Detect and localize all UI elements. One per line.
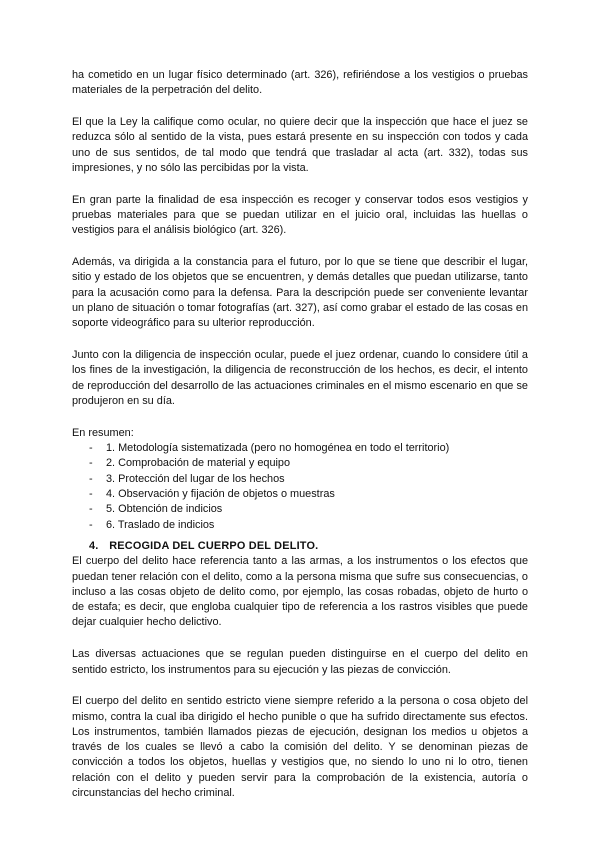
paragraph: ha cometido en un lugar físico determinado (art. 326), refiriéndose a los vestigios o pruebas materiales de la perpetración del delito. [72, 69, 528, 97]
list-item [72, 456, 528, 471]
summary-list [72, 441, 528, 533]
dash-bullet: - [89, 457, 93, 470]
list-item [72, 487, 528, 502]
list-item-text: 6. Traslado de indicios [106, 518, 215, 531]
list-item [72, 472, 528, 487]
list-item-text: 3. Protección del lugar de los hechos [106, 472, 285, 485]
list-item-text: 5. Obtención de indicios [106, 503, 223, 516]
section-number: 4. [89, 539, 99, 552]
dash-bullet: - [89, 503, 93, 516]
dash-bullet: - [89, 472, 93, 485]
dash-bullet: - [89, 518, 93, 531]
paragraph: Junto con la diligencia de inspección ocular, puede el juez ordenar, cuando lo considere útil a los fines de la investigación, la diligencia de reconstrucción de los hechos, es decir, el intento de reproducción del desarrollo de las actuaciones criminales en el mismo escenario en que se produjeron en su día. [72, 349, 528, 408]
list-item [72, 518, 528, 533]
list-item-text: 1. Metodología sistematizada (pero no homogénea en todo el territorio) [106, 442, 450, 455]
paragraph: Además, va dirigida a la constancia para el futuro, por lo que se tiene que describir el lugar, sitio y estado de los objetos que se encuentren, y demás detalles que puedan utilizarse, tanto para la acusación como para la defensa. Para la descripción puede ser conveniente levantar un plano de situación o tomar fotografías (art. 327), así como grabar el estado de las cosas en soporte videográfico para su ulterior reproducción. [72, 256, 528, 330]
document-page [72, 68, 528, 818]
paragraph: En gran parte la finalidad de esa inspección es recoger y conservar todos esos vestigios y pruebas materiales para que se puedan utilizar en el juicio oral, incluidas las huellas o vestigios para el análisis biológico (art. 326). [72, 193, 528, 237]
list-item [72, 502, 528, 517]
paragraph: El cuerpo del delito en sentido estricto viene siempre referido a la persona o cosa objeto del mismo, contra la cual iba dirigido el hecho punible o que ha sufrido directamente sus efectos. Los instrumentos, también llamados piezas de ejecución, designan los medios u objetos a través de los cuales se llevó a cabo la comisión del delito. Y se denominan piezas de convicción a todos los objetos, huellas y vestigios que, no siendo lo uno ni lo otro, tienen relación con el delito y pueden servir para la comprobación de la existencia, autoría o circunstancias del hecho criminal. [72, 695, 528, 800]
section-title: RECOGIDA DEL CUERPO DEL DELITO. [109, 539, 319, 552]
list-item-text: 4. Observación y fijación de objetos o muestras [106, 488, 335, 501]
dash-bullet: - [89, 442, 93, 455]
paragraph: Las diversas actuaciones que se regulan pueden distinguirse en el cuerpo del delito en sentido estricto, los instrumentos para su ejecución y las piezas de convicción. [72, 648, 528, 676]
paragraph: El que la Ley la califique como ocular, no quiere decir que la inspección que hace el juez se reduzca sólo al sentido de la vista, pues estará presente en su inspección con todos y cada uno de sus sentidos, de tal modo que tendrá que trasladar al acta (art. 332), todas sus impresiones, y no sólo las percibidas por la vista. [72, 116, 528, 174]
list-item-text: 2. Comprobación de material y equipo [106, 457, 291, 470]
paragraph: El cuerpo del delito hace referencia tanto a las armas, a los instrumentos o los efectos que puedan tener relación con el delito, como a la persona misma que sufre sus consecuencias, o incluso a las cosas objeto de delito como, por ejemplo, las cosas robadas, objeto de hurto o de estafa; es decir, que engloba cualquier tipo de referencia a los rastros visibles que puede dejar cualquier hecho delictivo. [72, 555, 528, 629]
section-heading [72, 539, 528, 554]
dash-bullet: - [89, 488, 93, 501]
summary-intro: En resumen: [72, 426, 134, 439]
list-item [72, 441, 528, 456]
